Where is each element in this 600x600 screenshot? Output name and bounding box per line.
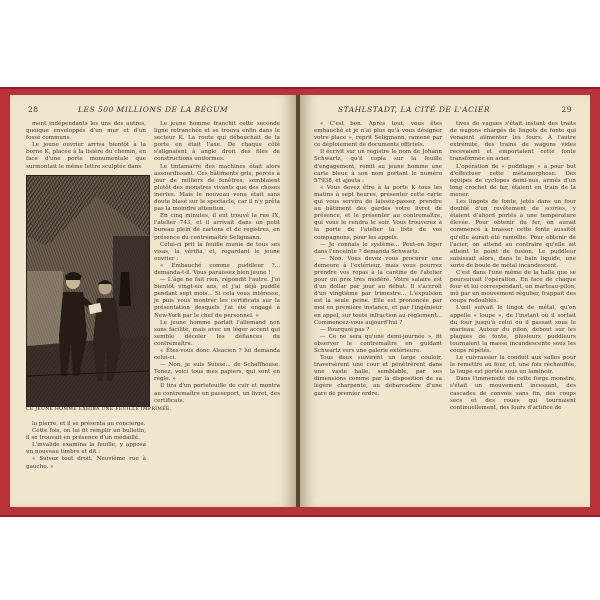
paragraph: — Non, je suis Suisse... de Schaffhouse. Tenez, voici tous mes papiers, qui sont en règle. » (154, 362, 280, 383)
paragraph: — Ce ne sera qu'une demi-journée », fit observer le contremaître en guidant Schwartz vers une galerie extérieure. (314, 333, 442, 354)
left-page (10, 95, 296, 507)
paragraph: « Embauché comme puddleur ?... demanda-t-il. Vous paraissez bien jeune ! (154, 262, 280, 276)
paragraph: Il tira d'un portefeuille de cuir et montra au contremaître un passeport, un livret, des certificats. (154, 383, 280, 404)
open-book (0, 87, 600, 517)
engraving-drawing (27, 176, 149, 406)
paragraph: Le jeune homme parlait l'allemand non sans facilité, mais avec un léger accent qui semble déceler les défiances du contremaître. (154, 319, 280, 347)
left-column-2 (154, 121, 280, 491)
right-column-1 (314, 121, 442, 501)
right-running-title: STAHLSTADT, LA CITÉ DE L'ACIER (338, 105, 490, 114)
paragraph: Celui-ci prit la feuille munie de tous ses visas, la vérifia, et, regardant le jeune ouvrier : (154, 241, 280, 262)
paragraph: Les lingots de fonte, jetés dans un four doublé d'un revêtement de scories, y étaient d'abord portés à une température élevée. Pour obtenir du fer, on aurait commencé à brasser cette fonte aussitôt qu'elle aurait été ramollie. Pour obtenir de l'acier, on attend au contraire qu'elle ait atteint le point de fusion. Le puddleur saisissait alors, dans le bain liquide, une sorte de boule de métal incandescent. (450, 199, 576, 269)
paragraph: « C'est bon. Après tout, vous êtes embauché et je n'ai plus qu'à vous désigner votre place », reprit Seligmann, ramené par ce déploiement de documents officiels. (314, 121, 442, 149)
left-running-title: LES 500 MILLIONS DE LA BÉGUM (78, 105, 229, 114)
left-running-head (28, 105, 282, 119)
paragraph: L'opération de « puddlage » a pour but d'effectuer cette métamorphose. Des équipes de cyclopes demi-nus, armés d'un long crochet de fer, étaient en train de la mener. (450, 163, 576, 198)
paragraph: — Pourquoi pas ? (320, 326, 370, 333)
paragraph: Tous deux suivirent un large couloir, traversèrent une cour et pénétrèrent dans une vaste halle, semblable, par ses dimensions comme par la disposition de sa légère charpente, au débarcadère d'une gare de premier ordre. (314, 355, 442, 397)
illustration-caption: CE JEUNE HOMME EXHIBA UNE FEUILLE IMPRIMÉE. (26, 407, 172, 412)
paragraph: la pierre, et il se présenta au concierge. (32, 421, 146, 427)
paragraph: L'œil suivait le lingot de métal, qu'on appelle « loupe », de l'instant où il sortait du four jusqu'à celui où il passait sous le marteau. Autour du pilon, debout sur les plaques de fonte, plusieurs puddleurs tournaient la masse incandescente sous les coups répétés. (450, 305, 576, 354)
left-column-1-top (26, 121, 146, 177)
left-column-1-bottom (26, 421, 146, 499)
paragraph: Le jeune homme franchit cette seconde ligne retranchée et se trouva enfin dans le secteur K. La route qui débouchait de la porte en était l'axe. De chaque côté s'alignaient à angle droit des files de constructions uniformes. (154, 121, 280, 163)
paragraph: ment indépendants les uns des autres, quoique enveloppés d'un mur et d'un fossé communs. (26, 121, 146, 142)
paragraph: — Non. Vous devez vous procurer une demeure à l'extérieur, mais vous pourrez prendre vos repas à la cantine de l'atelier pour un prix très modéré. Votre salaire est d'un dollar par jour au début. Il s'accroît d'un vingtième par trimestre... L'expulsion est la seule peine. Elle est prononcée par moi en première instance, et par l'ingénieur en appel, sur toute infraction au règlement... Commencez-vous aujourd'hui ? (314, 255, 442, 326)
paragraph: En cinq minutes, il eut trouvé la rue IX, l'atelier 743, et il arrivait dans un petit bureau plein de cartons et de registres, en présence du contremaître Seligmann. (154, 213, 280, 241)
right-page (300, 95, 590, 507)
paragraph: Le jeune ouvrier arriva bientôt à la borne K, placée à la lisière du chemin, en face d'une porte monumentale que surmontait le même lettre sculptée dans (26, 142, 146, 170)
paragraph: Cette fois, on lui fit remplir un bulletin, il se trouvait en présence d'un médaillé. (26, 428, 146, 442)
paragraph: L'invalide examina la feuille, y apposa un nouveau timbre et dit : (26, 442, 146, 456)
left-page-number: 28 (28, 105, 39, 114)
paragraph: « Suivez tout droit. Neuvième rue à gauche. » (26, 456, 146, 470)
paragraph: Le cuivrassier la conduit aux salles pour le remettre au four, et, une fois réchauffée, la loupe est portée sous un laminoir. (450, 355, 576, 376)
engraving-illustration (26, 175, 150, 407)
paragraph: — L'âge ne fait rien, répondit l'autre. J'ai bientôt vingt-six ans, et j'ai déjà puddlé pendant sept mois... Si cela vous intéresse, je puis vous montrer les certificats sur la présentation desquels j'ai été engagé à New-York par le chef du personnel. » (154, 277, 280, 319)
paragraph: — Je connais le système... Peut-on loger dans l'enceinte ? demanda Schwartz. (314, 241, 442, 255)
paragraph: « Vous devez être à la porte K tous les matins à sept heures, présenter cette carte qui vous servira de laissez-passer, prendre au bâtiment des gardes votre livret de présence, et le présenter au contremaître, qui vous le rendra le soir. Vous trouverez à la porte de l'atelier la liste de vos compagnons, pour les appels. (314, 184, 442, 241)
paragraph: C'est dans l'une même de la halle que se poursuivait l'opération. En face de chaque four et lui correspondant, un marteau-pilon, mû par un mouvement régulier, frappait des coups redoublés. (450, 269, 576, 305)
right-column-2 (450, 121, 576, 501)
paragraph: « Êtes-vous donc Alsacien ? lui demanda celui-ci. (154, 348, 280, 362)
paragraph: Il écrivit sur un registre le nom de Johann Schwartz, qu'il copia sur la feuille d'engagement, remit au jeune homme une carte bleue à son nom portant le numéro 57938, et ajouta : (314, 149, 442, 184)
paragraph: Le tintamarre des machines était alors assourdissant. Ces bâtiments gris, percés à jour de milliers de fenêtres, semblaient plutôt des monstres vivants que des choses inertes. Mais le nouveau venu était sans doute blasé sur le spectacle, car il n'y prêta pas la moindre attention. (154, 163, 280, 213)
paragraph: tives de vagues s'était instant des traits de wagons chargés de lingots de fonte qui venaient alimenter les fours. À l'autre extrémité, des trains de wagons vides recevaient et emportaient cette fonte transformée en acier. (450, 121, 576, 163)
right-running-head (314, 105, 572, 119)
right-page-number: 29 (561, 105, 572, 114)
paragraph: Dans l'immensité de cette forge monstre, s'était un mouvement incessant, des cascades de convois sans fin, des coups secs et des roues qui tournaient continuellement, des fours d'artifice de (450, 376, 576, 411)
